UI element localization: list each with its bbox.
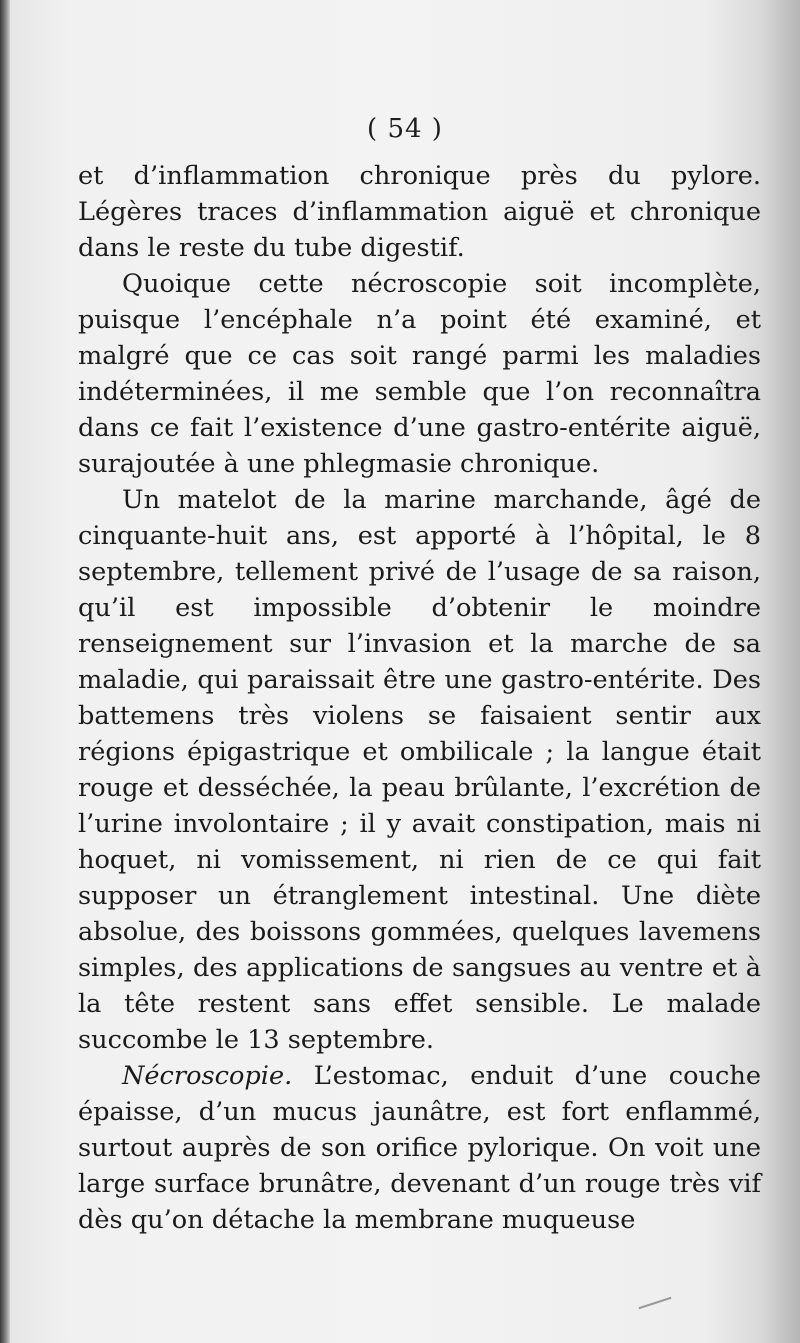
ink-mark bbox=[639, 1297, 672, 1309]
book-page bbox=[10, 0, 800, 1343]
paragraph-commentary: Quoique cette nécroscopie soit incomplète, puisque l’encéphale n’a point été examiné, et malgré que ce cas soit rangé parmi les maladies indéterminées, il me semble que l’on reconnaîtra dans ce fait l’existence d’une gastro-entérite aiguë, surajoutée à une phlegmasie chronique. bbox=[78, 269, 761, 479]
paragraph-necroscopy bbox=[78, 1058, 761, 1238]
necroscopy-heading: Nécroscopie. bbox=[122, 1061, 293, 1091]
page-number: ( 54 ) bbox=[367, 114, 443, 144]
paragraph-case-history: Un matelot de la marine marchande, âgé de cinquante-huit ans, est apporté à l’hôpital, le 8 septembre, tellement privé de l’usage de sa raison, qu’il est impossible d’obtenir le moindre renseignement sur l’invasion et la marche de sa maladie, qui paraissait être une gastro-entérite. Des battemens très violens se faisaient sentir aux régions épigastrique et ombilicale ; la langue était rouge et desséchée, la peau brûlante, l’excrétion de l’urine involontaire ; il y avait constipation, mais ni hoquet, ni vomissement, ni rien de ce qui fait supposer un étranglement intestinal. Une diète absolue, des boissons gommées, quelques lavemens simples, des applications de sangsues au ventre et à la tête restent sans effet sensible. Le malade succombe le 13 septembre. bbox=[78, 485, 761, 1055]
book-gutter-edge bbox=[0, 0, 10, 1343]
necroscopy-text: L’estomac, enduit d’une couche épaisse, d’un mucus jaunâtre, est fort enflammé, surtout auprès de son orifice pylorique. On voit une large surface brunâtre, devenant d’un rouge très vif dès qu’on détache la membrane muqueuse bbox=[78, 1061, 761, 1235]
paragraph-continuation: et d’inflammation chronique près du pylore. Légères traces d’inflammation aiguë et chronique dans le reste du tube digestif. bbox=[78, 161, 761, 263]
page-body-text bbox=[78, 158, 761, 1238]
